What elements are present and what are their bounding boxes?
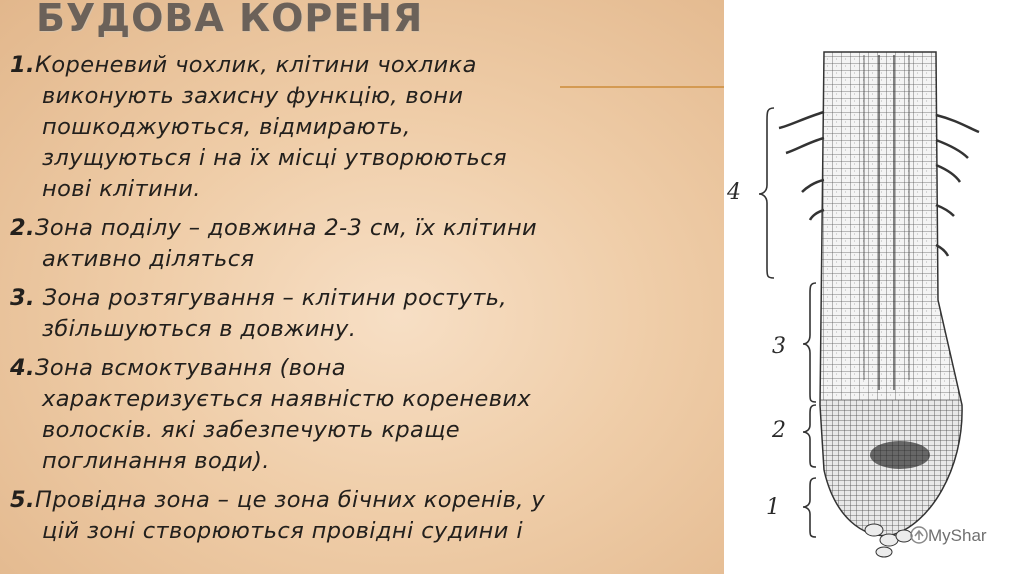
item-line: характеризується наявністю кореневих: [42, 386, 532, 412]
item-number: 1.: [10, 52, 36, 78]
zone-label-3: 3: [772, 334, 786, 359]
item-line: поглинання води).: [42, 448, 270, 474]
myshared-logo-icon: [910, 526, 928, 544]
list-item-elongation-zone: [10, 283, 715, 345]
root-tip-diagram: [724, 0, 1024, 574]
zone-brackets: [759, 108, 816, 537]
item-number: 5.: [10, 487, 36, 513]
item-line: збільшуються в довжину.: [42, 316, 357, 342]
zone-label-1: 1: [766, 495, 780, 520]
item-number: 3.: [10, 285, 36, 311]
slide-title: БУДОВА КОРЕНЯ: [36, 0, 424, 40]
item-line: Провідна зона – це зона бічних коренів, у: [35, 487, 546, 513]
watermark-text: MyShar: [928, 526, 987, 545]
item-number: 4.: [10, 355, 36, 381]
list-item-division-zone: [10, 213, 715, 275]
item-line: активно діляться: [42, 246, 255, 272]
item-line: виконують захисну функцію, вони: [42, 83, 464, 109]
item-line: цій зоні створюються провідні судини і: [42, 518, 524, 544]
item-number: 2.: [10, 215, 36, 241]
zone-label-4: 4: [727, 180, 741, 205]
zone-label-2: 2: [772, 418, 786, 443]
item-line: Зона всмоктування (вона: [35, 355, 346, 381]
zone-list: [10, 50, 715, 555]
list-item-conducting-zone: [10, 485, 715, 547]
item-line: злущуються і на їх місці утворюються: [42, 145, 507, 171]
item-line: пошкоджуються, відмирають,: [42, 114, 411, 140]
item-line: нові клітини.: [42, 176, 201, 202]
list-item-absorption-zone: [10, 353, 715, 477]
item-line: Кореневий чохлик, клітини чохлика: [35, 52, 477, 78]
item-line: волосків. які забезпечують краще: [42, 417, 461, 443]
item-line: Зона розтягування – клітини ростуть,: [35, 285, 507, 311]
item-line: Зона поділу – довжина 2-3 см, їх клітини: [35, 215, 538, 241]
list-item-root-cap: [10, 50, 715, 205]
